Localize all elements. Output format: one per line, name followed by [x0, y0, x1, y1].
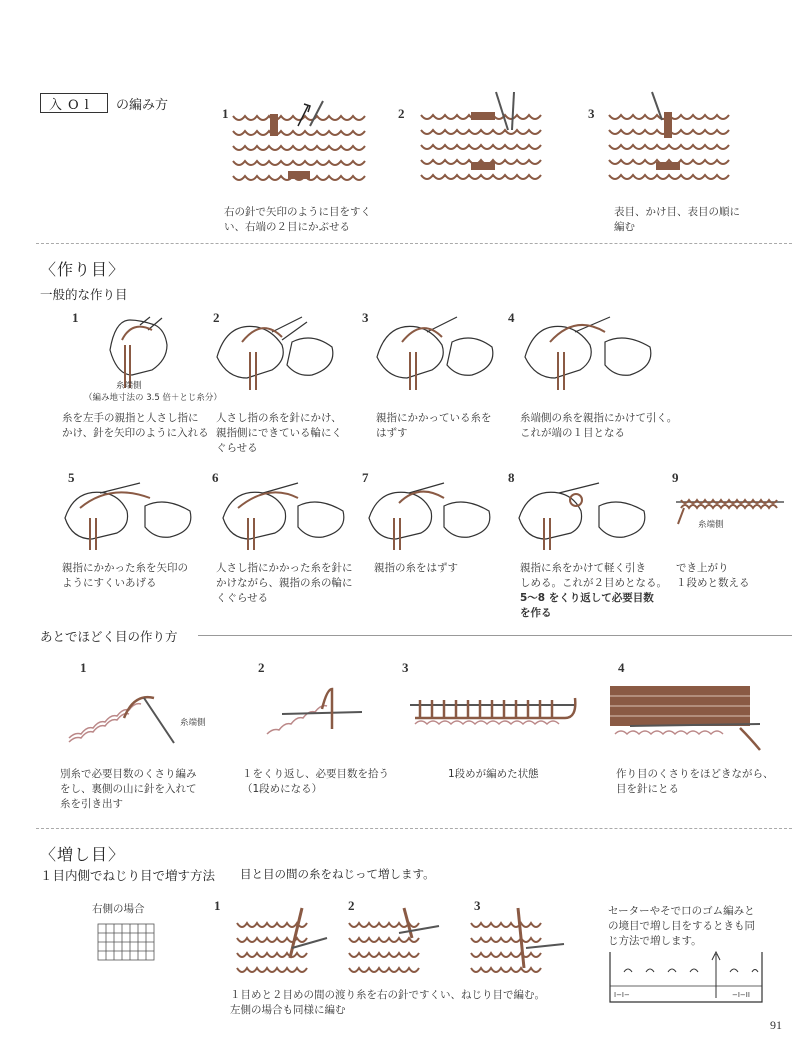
symbol-title: の編み方: [116, 98, 169, 113]
prov-step-4-num: 4: [618, 660, 625, 675]
increase-illustration-2: [344, 908, 444, 984]
general-step-2-num: 2: [213, 310, 220, 325]
general-step-8-bold: 5〜8 をくり返して必要目数 を作る: [520, 592, 654, 619]
general-step-4-num: 4: [508, 310, 515, 325]
prov-step-1-caption: 別糸で必要目数のくさり編み をし、裏側の山に針を入れて 糸を引き出す: [60, 768, 197, 810]
general-step-8-num: 8: [508, 470, 515, 485]
divider-2: [36, 828, 792, 829]
general-step-7-num: 7: [362, 470, 369, 485]
prov-step-4-caption: 作り目のくさりをほどきながら、 目を針にとる: [616, 768, 774, 795]
provisional-rule: [198, 635, 792, 636]
increase-chart: [98, 924, 158, 964]
general-step-3-caption: 親指にかかっている糸を はずす: [376, 412, 492, 439]
increase-step-1-num: 1: [214, 898, 221, 913]
hand-illustration-5: [60, 478, 200, 550]
general-step-9-num: 9: [672, 470, 679, 485]
provisional-illustration-1: [64, 688, 184, 748]
general-step-5-num: 5: [68, 470, 75, 485]
general-step-1-note: 糸端側: [116, 381, 142, 391]
increase-caption: １目めと２目めの間の渡り糸を右の針ですくい、ねじり目で編む。 左側の場合も同様に編む: [230, 989, 545, 1016]
page-number: 91: [770, 1018, 782, 1032]
increase-illustration-3: [466, 908, 566, 984]
increase-side-note: セーターやそで口のゴム編みと の境目で増し目をするときも同 じ方法で増します。: [608, 905, 755, 947]
increase-step-3-num: 3: [474, 898, 481, 913]
increase-method-desc: 目と目の間の糸をねじって増します。: [240, 867, 435, 881]
hand-illustration-7: [364, 478, 494, 550]
symbol-box-label: 入Ol: [49, 98, 95, 113]
provisional-illustration-3: [410, 690, 580, 740]
general-step-9-note: 糸端側: [698, 520, 724, 530]
hand-illustration-3: [372, 312, 502, 390]
general-step-6-num: 6: [212, 470, 219, 485]
symbol-step-1-caption: 右の針で矢印のように目をすく い、右端の２目にかぶせる: [224, 206, 371, 233]
general-step-4-caption: 糸端側の糸を親指にかけて引く。 これが端の１目となる: [520, 412, 678, 439]
cast-on-heading: 〈作り目〉: [40, 260, 126, 279]
ribbing-label-left: I−I−: [614, 991, 630, 999]
symbol-step-3-num: 3: [588, 106, 595, 121]
general-step-1-caption: 糸を左手の親指と人さし指に かけ、針を矢印のように入れる: [62, 412, 209, 439]
prov-step-2-caption: １をくり返し、必要目数を拾う （1段めになる）: [242, 768, 389, 795]
hand-illustration-8: [514, 478, 654, 550]
right-side-label: 右側の場合: [92, 903, 145, 915]
general-step-9-caption: でき上がり １段めと数える: [676, 562, 750, 589]
symbol-illustration-2: [416, 90, 556, 196]
increase-heading: 〈増し目〉: [40, 845, 126, 864]
prov-step-2-num: 2: [258, 660, 265, 675]
symbol-illustration-1: [228, 96, 368, 196]
increase-illustration-1: [232, 908, 332, 984]
prov-step-1-note: 糸端側: [180, 718, 206, 728]
prov-step-1-num: 1: [80, 660, 87, 675]
symbol-step-2-num: 2: [398, 106, 405, 121]
hand-illustration-6: [218, 478, 348, 550]
general-step-1-num: 1: [72, 310, 79, 325]
symbol-step-1-num: 1: [222, 106, 229, 121]
general-step-3-num: 3: [362, 310, 369, 325]
prov-step-3-num: 3: [402, 660, 409, 675]
general-step-1-note2: （編み地寸法の 3.5 倍＋とじ糸分）: [84, 393, 222, 403]
symbol-box: [40, 93, 108, 113]
ribbing-label-right: −I−II: [732, 991, 750, 999]
general-step-5-caption: 親指にかかった糸を矢印の ようにすくいあげる: [62, 562, 188, 589]
divider-1: [36, 243, 792, 244]
general-step-6-caption: 人さし指にかかった糸を針に かけながら、親指の糸の輪に くぐらせる: [216, 562, 353, 604]
hand-illustration-1: [100, 310, 180, 390]
provisional-illustration-4: [610, 686, 770, 752]
general-step-8-caption: 親指に糸をかけて軽く引き しめる。これが２目めとなる。: [520, 562, 667, 589]
provisional-illustration-2: [262, 684, 372, 744]
general-step-7-caption: 親指の糸をはずす: [374, 562, 458, 574]
general-cast-on-title: 一般的な作り目: [40, 287, 128, 302]
symbol-step-3-caption: 表目、かけ目、表目の順に 編む: [614, 206, 740, 233]
cast-on-result-9: [676, 494, 788, 530]
provisional-title: あとでほどく目の作り方: [40, 629, 178, 644]
symbol-illustration-3: [604, 90, 744, 196]
increase-step-2-num: 2: [348, 898, 355, 913]
hand-illustration-4: [520, 312, 660, 390]
prov-step-3-caption: 1段めが編めた状態: [448, 768, 539, 780]
general-step-2-caption: 人さし指の糸を針にかけ、 親指側にできている輪にく ぐらせる: [216, 412, 342, 454]
increase-method-title: １目内側でねじり目で増す方法: [40, 868, 216, 883]
hand-illustration-2: [212, 312, 342, 390]
